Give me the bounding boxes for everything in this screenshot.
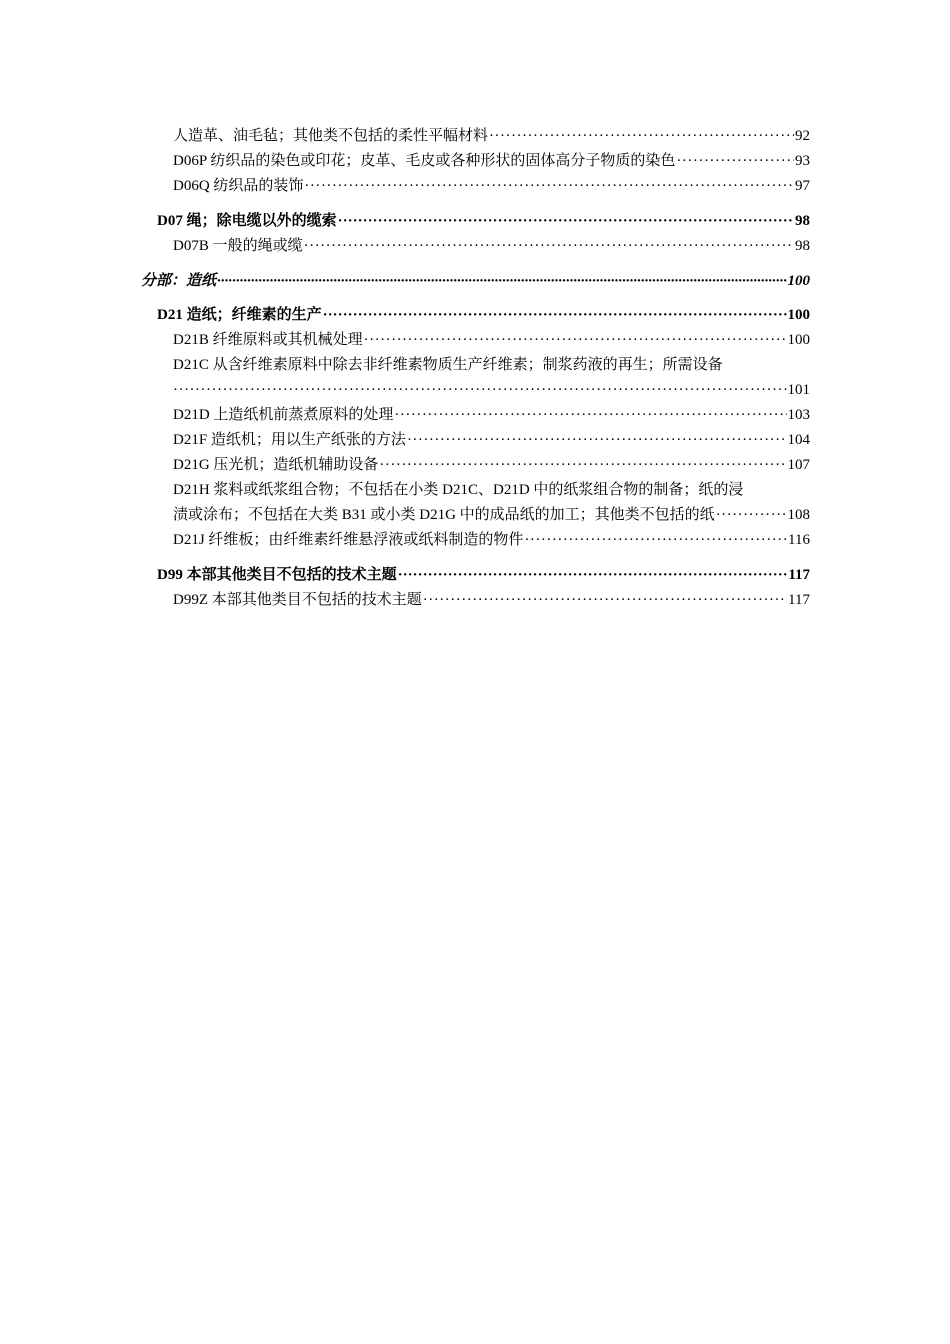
dot-leader: [173, 378, 787, 403]
toc-class-entry[interactable]: [157, 563, 810, 588]
toc-entry-label: 分部：造纸: [141, 273, 217, 289]
toc-entry-page: 116: [788, 532, 810, 548]
dot-leader: [304, 234, 794, 259]
toc-entry-page: 100: [787, 332, 810, 348]
toc-class-entry[interactable]: [157, 209, 810, 234]
toc-entry[interactable]: [173, 353, 810, 403]
dot-leader: [398, 563, 788, 588]
toc-entry[interactable]: [173, 149, 810, 174]
toc-entry[interactable]: [173, 234, 810, 259]
toc-entry-label: D06Q 纺织品的装饰: [173, 178, 304, 194]
toc-entry-page: 103: [787, 407, 810, 423]
toc-entry-label: 人造革、油毛毡；其他类不包括的柔性平幅材料: [173, 128, 489, 144]
toc-entry-label: D06P 纺织品的染色或印花；皮革、毛皮或各种形状的固体高分子物质的染色: [173, 153, 676, 169]
dot-leader: [407, 428, 787, 453]
toc-entry-page: 104: [787, 432, 810, 448]
dot-leader: [379, 453, 786, 478]
toc-entry[interactable]: [173, 478, 810, 528]
toc-entry-page: 107: [787, 457, 810, 473]
toc-entry-label: D21G 压光机；造纸机辅助设备: [173, 457, 379, 473]
toc-entry[interactable]: [173, 403, 810, 428]
toc-entry[interactable]: [173, 588, 810, 613]
dot-leader: [423, 588, 787, 613]
toc-entry-label: D21C 从含纤维素原料中除去非纤维素物质生产纤维素；制浆药液的再生；所需设备: [173, 357, 723, 373]
toc-entry-label: D21J 纤维板；由纤维素纤维悬浮液或纸料制造的物件: [173, 532, 524, 548]
dot-leader: [217, 269, 786, 294]
toc-entry-label: D99Z 本部其他类目不包括的技术主题: [173, 592, 422, 608]
dot-leader: [394, 403, 786, 428]
toc-class-entry[interactable]: [157, 303, 810, 328]
toc-entry-page: 108: [787, 507, 810, 523]
toc-entry-page: 97: [795, 178, 810, 194]
toc-entry-label: D21H 浆料或纸浆组合物；不包括在小类 D21C、D21D 中的纸浆组合物的制备；纸的浸: [173, 482, 744, 498]
dot-leader: [304, 174, 794, 199]
toc-entry-page: 117: [788, 567, 810, 583]
toc-entry[interactable]: [173, 124, 810, 149]
toc-entry-label: D07 绳；除电缆以外的缆索: [157, 213, 337, 229]
toc-entry-label: D99 本部其他类目不包括的技术主题: [157, 567, 397, 583]
toc-entry[interactable]: [173, 174, 810, 199]
dot-leader: [323, 303, 787, 328]
dot-leader: [489, 124, 794, 149]
toc-entry-label: D21B 纤维原料或其机械处理: [173, 332, 363, 348]
toc-entry-label: D21 造纸；纤维素的生产: [157, 307, 322, 323]
toc-entry[interactable]: [173, 453, 810, 478]
toc-entry-label: D07B 一般的绳或缆: [173, 238, 303, 254]
toc-entry-page: 98: [795, 238, 810, 254]
dot-leader: [364, 328, 787, 353]
dot-leader: [524, 528, 787, 553]
toc-entry[interactable]: [173, 528, 810, 553]
toc-entry-label: D21F 造纸机；用以生产纸张的方法: [173, 432, 406, 448]
toc-entry-page: 93: [795, 153, 810, 169]
toc-entry-label: D21D 上造纸机前蒸煮原料的处理: [173, 407, 394, 423]
toc-entry-page: 98: [795, 213, 810, 229]
toc-entry-page: 100: [787, 307, 810, 323]
toc-entry-page: 117: [788, 592, 810, 608]
toc-entry-page: 92: [795, 128, 810, 144]
dot-leader: [338, 209, 794, 234]
toc-entry-page: 100: [787, 273, 810, 289]
toc-entry-label-continued: 渍或涂布；不包括在大类 B31 或小类 D21G 中的成品纸的加工；其他类不包括的纸: [173, 507, 715, 523]
dot-leader: [716, 503, 787, 528]
dot-leader: [676, 149, 794, 174]
toc-entry[interactable]: [173, 328, 810, 353]
toc-entry[interactable]: [173, 428, 810, 453]
toc-section-entry[interactable]: [141, 269, 810, 294]
toc-entry-page: 101: [787, 382, 810, 398]
